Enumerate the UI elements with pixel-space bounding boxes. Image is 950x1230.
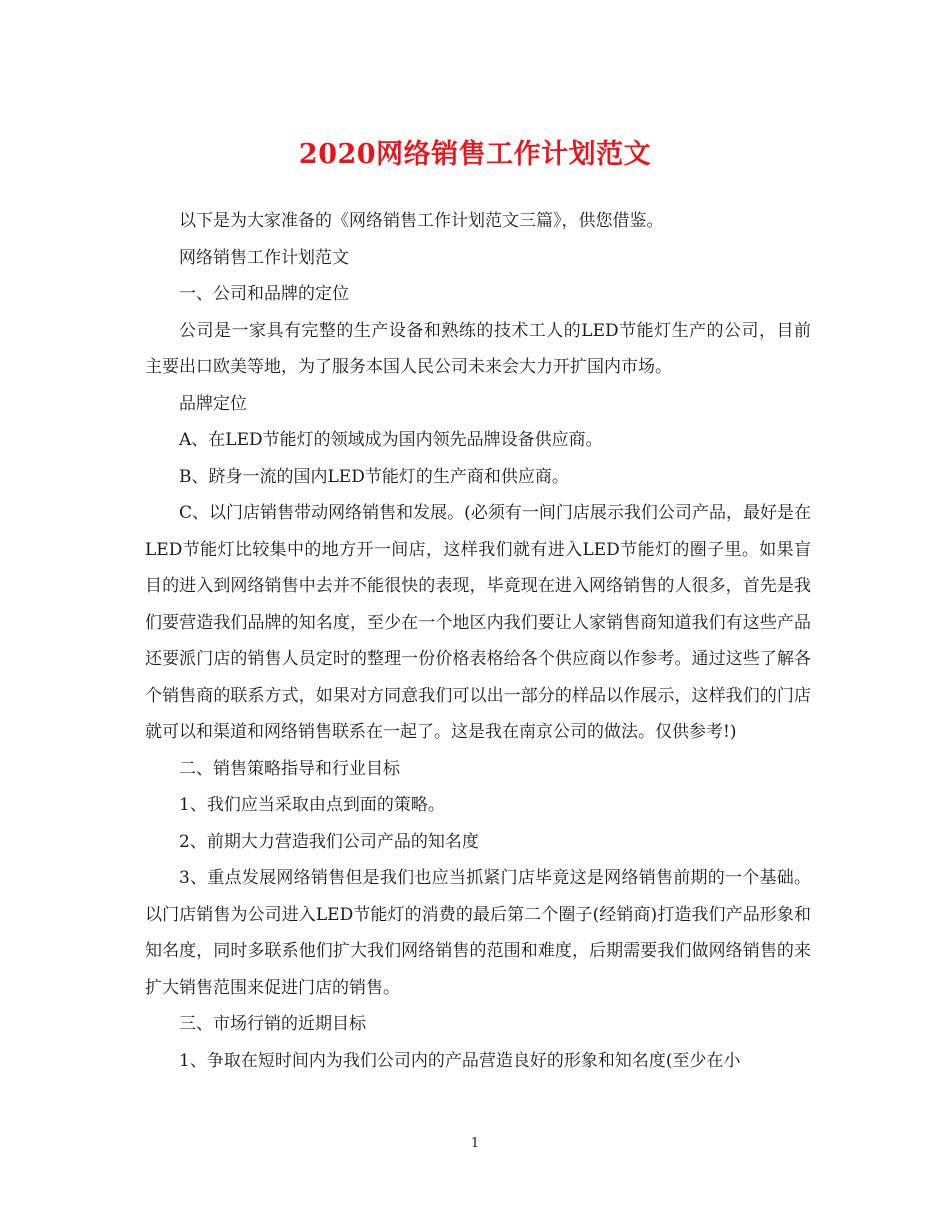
document-title: 2020网络销售工作计划范文	[298, 139, 652, 170]
intro-paragraph: 以下是为大家准备的《网络销售工作计划范文三篇》，供您借鉴。	[179, 211, 664, 231]
list-item: C、以门店销售带动网络销售和发展。(必须有一间门店展示我们公司产品，最好是在LED节能灯比较集中的地方开一间店，这样我们就有进入LED节能灯的圈子里。如果盲目的进入到网络销售中去并不能很快的表现，毕竟现在进入网络销售的人很多，首先是我们要营造我们品牌的知名度，至少在一个地区内我们要让人家销售商知道我们有这些产品还要派门店的销售人员定时的整理一份价格表格给各个供应商以作参考。通过这些了解各个销售商的联系方式，如果对方同意我们可以出一部分的样品以作展示，这样我们的门店就可以和渠道和网络销售联系在一起了。这是我在南京公司的做法。仅供参考!)	[145, 503, 811, 742]
section-heading: 品牌定位	[179, 393, 247, 414]
list-item: A、在LED节能灯的领域成为国内领先品牌设备供应商。	[179, 430, 603, 450]
list-item: 1、争取在短时间内为我们公司内的产品营造良好的形象和知名度(至少在小	[179, 1050, 741, 1071]
list-item: 2、前期大力营造我们公司产品的知名度	[179, 831, 479, 852]
body-paragraph: 公司是一家具有完整的生产设备和熟练的技术工人的LED节能灯生产的公司，目前主要出口欧美等地，为了服务本国人民公司未来会大力开扩国内市场。	[145, 320, 811, 377]
list-item: 1、我们应当采取由点到面的策略。	[179, 795, 445, 815]
list-item: 3、重点发展网络销售但是我们也应当抓紧门店毕竟这是网络销售前期的一个基础。以门店销售为公司进入LED节能灯的消费的最后第二个圈子(经销商)打造我们产品形象和知名度，同时多联系他们扩大我们网络销售的范围和难度，后期需要我们做网络销售的来扩大销售范围来促进门店的销售。	[145, 868, 811, 998]
list-item: B、跻身一流的国内LED节能灯的生产商和供应商。	[179, 466, 569, 487]
section-heading: 一、公司和品牌的定位	[179, 284, 349, 304]
section-heading: 二、销售策略指导和行业目标	[179, 758, 400, 779]
section-heading: 网络销售工作计划范文	[179, 247, 349, 268]
page-number: 1	[470, 1136, 480, 1151]
document-body	[145, 203, 811, 1079]
section-heading: 三、市场行销的近期目标	[179, 1014, 366, 1034]
